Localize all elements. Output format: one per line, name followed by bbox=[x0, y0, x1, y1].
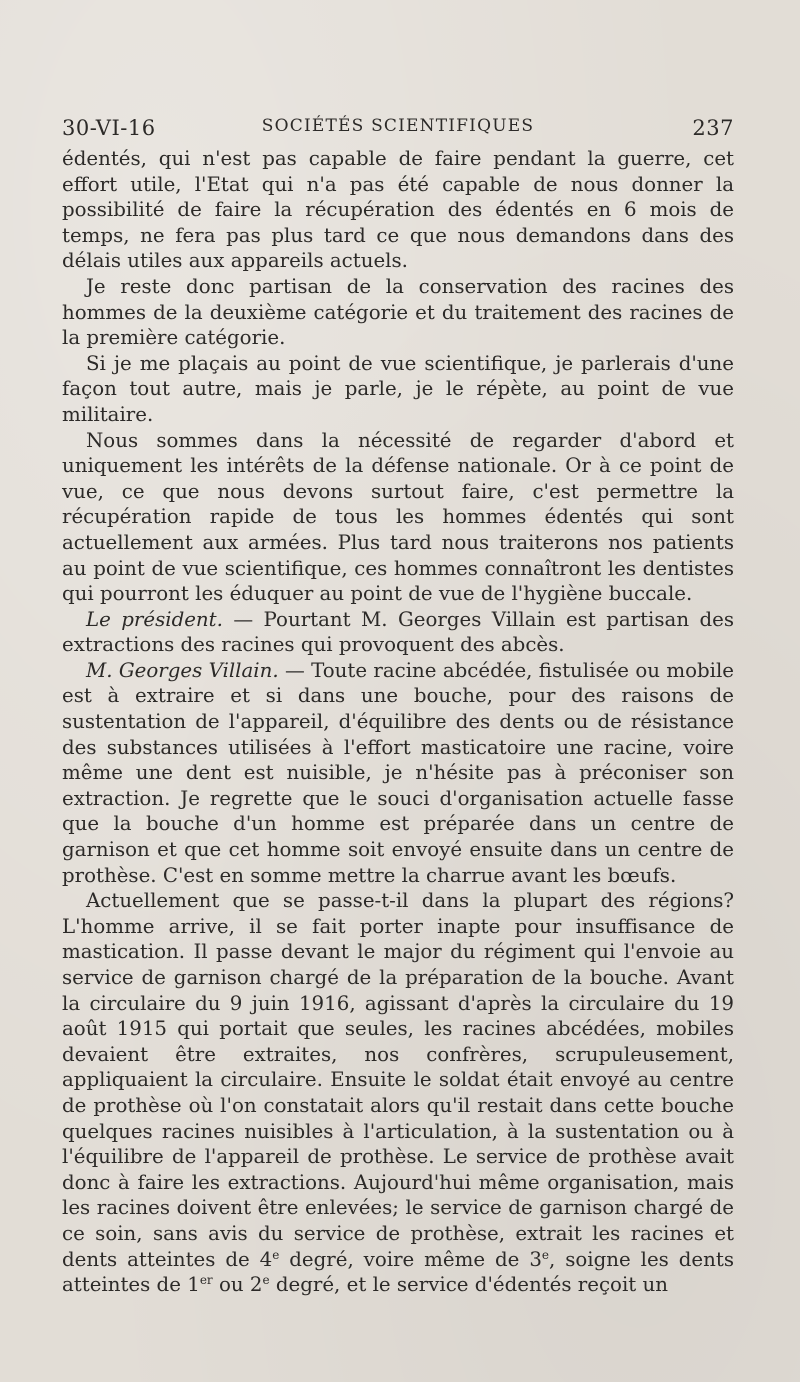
body-text bbox=[62, 146, 734, 1298]
paragraph-text: , soigne les dents atteintes de 1 bbox=[62, 1247, 734, 1297]
paragraph-text: Nous sommes dans la nécessité de regarder d'abord et uniquement les intérêts de la défense nationale. Or à ce point de vue, ce que nous devons surtout faire, c'est permettre la récupération rapide de tous les hommes édentés qui sont actuellement aux armées. Plus tard nous traiterons nos patients au point de vue scientifique, ces hommes connaîtront les dentistes qui pourront les éduquer au point de vue de l'hygiène buccale. bbox=[62, 428, 734, 606]
paragraph bbox=[62, 351, 734, 428]
paragraph-text: Je reste donc partisan de la conservation des racines des hommes de la deuxième catégorie et du traitement des racines de la première catégorie. bbox=[62, 274, 734, 350]
header-date: 30-VI-16 bbox=[62, 116, 156, 140]
paragraph bbox=[62, 888, 734, 1298]
paragraph-text: Actuellement que se passe-t-il dans la plupart des régions? L'homme arrive, il se fait porter inapte pour insuffisance de mastication. Il passe devant le major du régiment qui l'envoie au service de garnison chargé de la préparation de la bouche. Avant la circulaire du 9 juin 1916, agissant d'après la circulaire du 19 août 1915 qui portait que seules, les racines abcédées, mobiles devaient être extraites, nos confrères, scrupuleusement, appliquaient la circulaire. Ensuite le soldat était envoyé au centre de prothèse où l'on constatait alors qu'il restait dans cette bouche quelques racines nuisibles à l'articulation, à la sustentation ou à l'équilibre de l'appareil de prothèse. Le service de prothèse avait donc à faire les extractions. Aujourd'hui même organisation, mais les racines doivent être enlevées; le service de garnison chargé de ce soin, sans avis du service de prothèse, extrait les racines et dents atteintes de 4 bbox=[62, 889, 734, 1271]
page-number: 237 bbox=[692, 116, 734, 140]
paragraph-text: — Toute racine abcédée, fistulisée ou mobile est à extraire et si dans une bouche, pour des raisons de sustentation de l'appareil, d'équilibre des dents ou de résistance des substances utilisées à l'effort masticatoire une racine, voire même une dent est nuisible, je n'hésite pas à préconiser son extraction. Je regrette que le souci d'organisation actuelle fasse que la bouche d'un homme est préparée dans un centre de garnison et que cet homme soit envoyé ensuite dans un centre de prothèse. C'est en somme mettre la charrue avant les bœufs. bbox=[62, 658, 735, 887]
speaker-name: Le président. bbox=[86, 607, 223, 631]
paragraph bbox=[62, 274, 734, 351]
paragraph bbox=[62, 658, 734, 888]
header-title: SOCIÉTÉS SCIENTIFIQUES bbox=[261, 116, 535, 136]
paragraph-text: édentés, qui n'est pas capable de faire pendant la guerre, cet effort utile, l'Etat qui n'a pas été capable de nous donner la possibilité de faire la récupération des édentés en 6 mois de temps, ne fera pas plus tard ce que nous demandons dans des délais utiles aux appareils actuels. bbox=[62, 147, 734, 273]
superscript: e bbox=[541, 1247, 550, 1262]
superscript: e bbox=[272, 1247, 280, 1262]
book-page bbox=[62, 112, 734, 1298]
superscript: e bbox=[262, 1273, 270, 1288]
paragraph bbox=[62, 428, 734, 607]
paragraph bbox=[62, 146, 734, 274]
paragraph-text: — Pourtant M. Georges Villain est partisan des extractions des racines qui provoquent des abcès. bbox=[62, 607, 735, 657]
superscript: er bbox=[199, 1273, 213, 1288]
paragraph bbox=[62, 607, 734, 658]
running-head bbox=[62, 112, 734, 144]
speaker-name: M. Georges Villain. bbox=[86, 658, 279, 682]
paragraph-text: degré, voire même de 3 bbox=[279, 1247, 542, 1271]
paragraph-text: Si je me plaçais au point de vue scientifique, je parlerais d'une façon tout autre, mais je parle, je le répète, au point de vue militaire. bbox=[62, 351, 734, 426]
paragraph-text: degré, et le service d'édentés reçoit un bbox=[269, 1273, 668, 1297]
paragraph-text: ou 2 bbox=[212, 1273, 263, 1297]
